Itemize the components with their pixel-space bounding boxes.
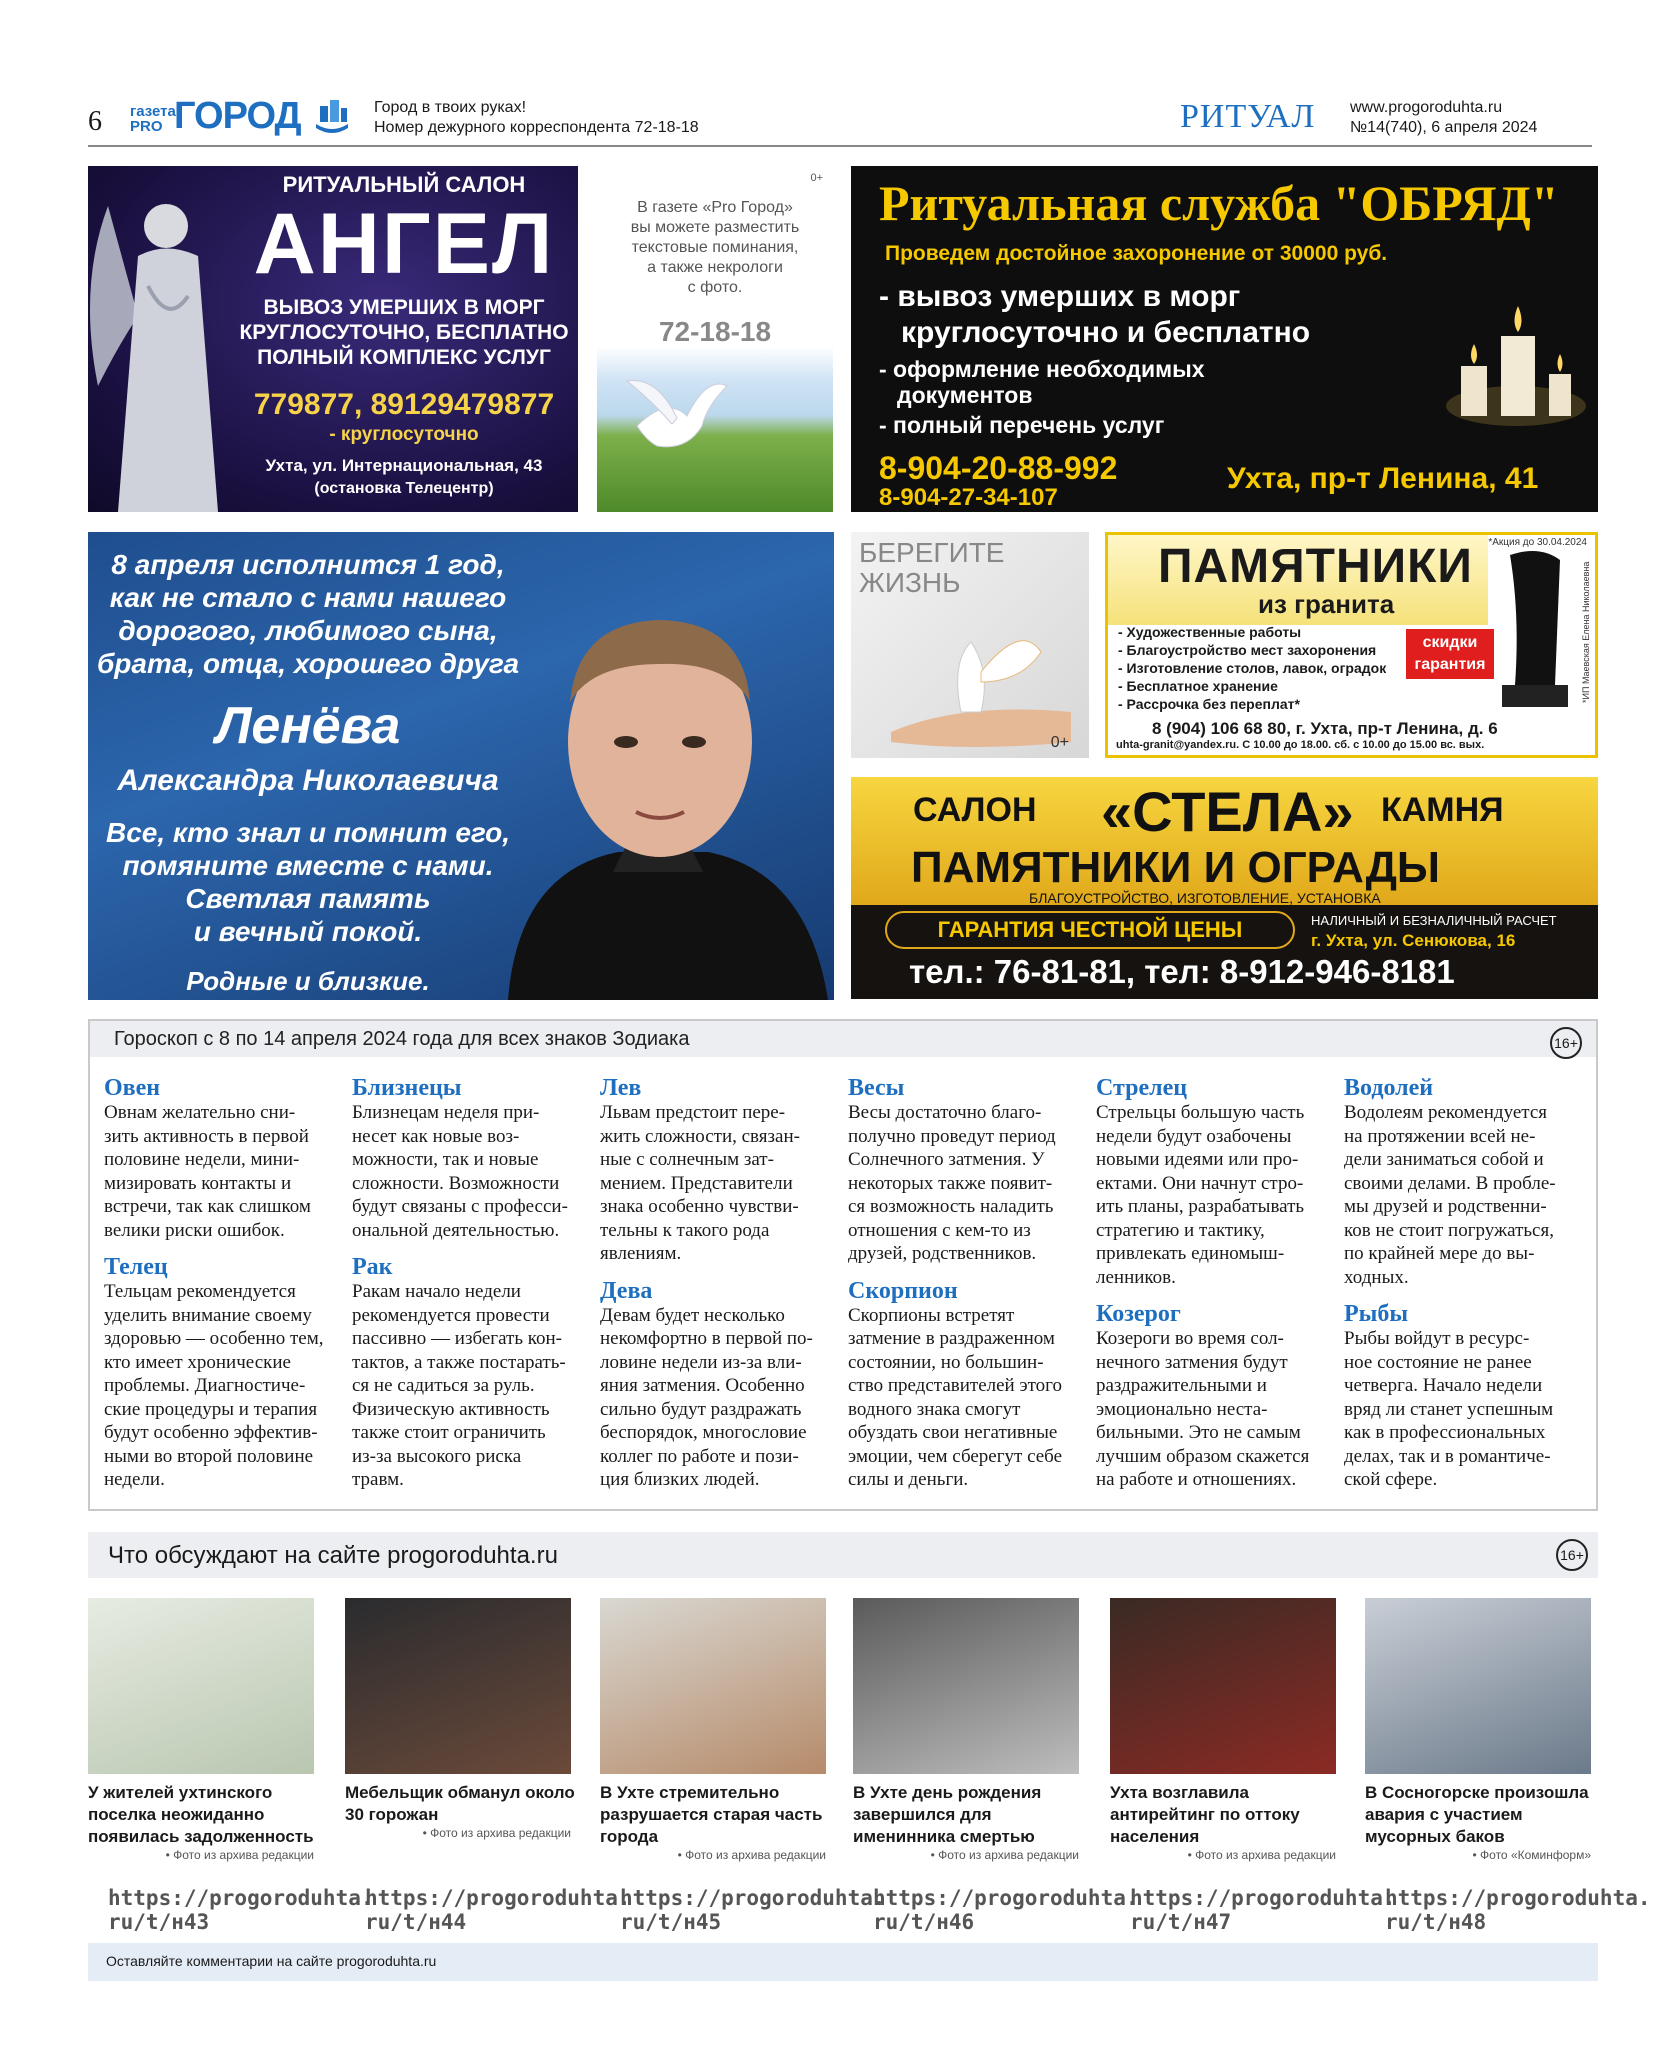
news-photo[interactable]: [88, 1598, 314, 1774]
discussed-title: Что обсуждают на сайте progoroduhta.ru: [108, 1542, 558, 1569]
news-link[interactable]: [620, 1886, 886, 1934]
news-headline[interactable]: Мебельщик обманул около 30 горожан: [345, 1783, 575, 1824]
granite-services: [1118, 623, 1386, 713]
memorial-line-5: Все, кто знал и помнит его,: [105, 817, 511, 848]
photo-credit: • Фото из архива редакции: [677, 1848, 826, 1862]
obryad-title: Ритуальная служба "ОБРЯД": [879, 175, 1559, 231]
zodiac-sign-text: Весы достаточно благо- получно проведут период Солнечного затмения. У некоторых также появит- ся возможность наладить отношения с кем-то из друзей, родственников.: [848, 1102, 1056, 1264]
ad-angel[interactable]: [88, 166, 578, 512]
dove-icon: [617, 356, 737, 476]
memorial-line-4: брата, отца, хорошего друга: [96, 648, 520, 679]
memorial-surname: Ленёва: [215, 697, 401, 755]
news-link-part-2: ru/t/н45: [620, 1910, 722, 1934]
news-link-part-2: ru/t/н43: [108, 1910, 210, 1934]
footer-text[interactable]: Оставляйте комментарии на сайте progoroduhta.ru: [106, 1953, 437, 1969]
zodiac-sign-name: Козерог: [1096, 1301, 1181, 1327]
angel-phones[interactable]: 779877, 89129479877: [253, 388, 555, 421]
life-text: [859, 538, 1004, 598]
section-title: РИТУАЛ: [1180, 98, 1316, 135]
granite-badge: [1406, 629, 1494, 679]
stela-headline: ПАМЯТНИКИ И ОГРАДЫ: [911, 843, 1440, 892]
tagline-phone: Номер дежурного корреспондента 72-18-18: [374, 119, 699, 136]
stela-guarantee: ГАРАНТИЯ ЧЕСТНОЙ ЦЕНЫ: [885, 911, 1295, 949]
zodiac-sign-name: Рак: [352, 1254, 393, 1280]
ad-notice[interactable]: [597, 166, 833, 512]
photo-credit: • Фото «Коминформ»: [1472, 1848, 1591, 1862]
memorial-line-1: 8 апреля исполнится 1 год,: [111, 549, 505, 580]
footer-bar: [88, 1943, 1598, 1981]
news-headline[interactable]: В Ухте день рождения завершился для именинника смертью: [853, 1783, 1042, 1846]
notice-line-1: В газете «Pro Город»: [637, 199, 793, 216]
memorial-line-3: дорогого, любимого сына,: [118, 615, 498, 646]
tagline-slogan: Город в твоих руках!: [374, 99, 527, 116]
granite-title: ПАМЯТНИКИ: [1158, 540, 1473, 593]
angel-stop: (остановка Телецентр): [314, 480, 494, 497]
obryad-item-3: - полный перечень услуг: [879, 412, 1165, 438]
stela-payment: НАЛИЧНЫЙ И БЕЗНАЛИЧНЫЙ РАСЧЕТ: [1311, 913, 1557, 928]
zodiac-sign-name: Скорпион: [848, 1277, 958, 1304]
news-link-part-1: https://progoroduhta.: [1385, 1886, 1651, 1910]
granite-email[interactable]: uhta-granit@yandex.ru. С 10.00 до 18.00. сб. с 10.00 до 15.00 вс. вых.: [1116, 739, 1485, 751]
horoscope-column: [352, 1075, 584, 1492]
obryad-item-1a: - вывоз умерших в морг: [879, 280, 1241, 313]
memorial-line-6: помяните вместе с нами.: [122, 850, 494, 881]
news-card[interactable]: [345, 1598, 631, 1938]
logo-small-text: газета PRO: [130, 103, 176, 135]
news-link[interactable]: [365, 1886, 631, 1934]
monument-image: [1500, 545, 1570, 715]
granite-contact[interactable]: 8 (904) 106 68 80, г. Ухта, пр-т Ленина, д. 6: [1152, 719, 1498, 738]
news-headline[interactable]: В Сосногорске произошла авария с участием мусорных баков: [1365, 1783, 1589, 1846]
news-link-part-1: https://progoroduhta.: [873, 1886, 1139, 1910]
angel-salon-label: РИТУАЛЬНЫЙ САЛОН: [282, 172, 526, 197]
header-divider: [88, 145, 1592, 147]
memorial-line-7: Светлая память: [185, 883, 431, 914]
news-link-part-2: ru/t/н48: [1385, 1910, 1487, 1934]
notice-text: [609, 198, 821, 298]
memorial-intro: [88, 548, 528, 680]
obryad-item-2b: документов: [897, 382, 1033, 408]
news-link-part-1: https://progoroduhta.: [365, 1886, 631, 1910]
zodiac-sign-text: Близнецам неделя при- несет как новые воз- можности, так и новые сложности. Возможности будут связаны с професси- ональной деятельностью.: [352, 1102, 568, 1241]
ad-granite[interactable]: [1105, 532, 1598, 758]
ad-obryad[interactable]: [851, 166, 1598, 512]
ad-save-life[interactable]: [851, 532, 1089, 758]
news-photo[interactable]: [600, 1598, 826, 1774]
memorial-signature: Родные и близкие.: [186, 966, 430, 996]
zodiac-sign-name: Водолей: [1344, 1075, 1434, 1101]
life-line-2: ЖИЗНЬ: [859, 567, 961, 598]
obryad-phone-1[interactable]: 8-904-20-88-992: [879, 450, 1118, 486]
news-card[interactable]: [600, 1598, 886, 1938]
granite-badge-line-2: гарантия: [1414, 656, 1486, 673]
news-link[interactable]: [873, 1886, 1139, 1934]
obryad-subtitle: Проведем достойное захоронение от 30000 руб.: [885, 242, 1388, 265]
site-link[interactable]: www.progoroduhta.ru: [1350, 99, 1503, 116]
notice-age: 0+: [810, 172, 823, 184]
notice-line-2: вы можете разместить: [630, 219, 800, 236]
memorial-line-2: как не стало с нами нашего: [109, 582, 507, 613]
zodiac-sign-text: Козероги во время сол- нечного затмения будут раздражительными и эмоционально неста- бильными. Это не самым лучшим образом скажется на работе и отношениях.: [1096, 1328, 1310, 1490]
photo-credit: • Фото из архива редакции: [930, 1848, 1079, 1862]
zodiac-sign-text: Львам предстоит пере- жить сложности, связан- ные с солнечным зат- мением. Представители знака особенно чувстви- тельны к такого рода явлениям.: [600, 1102, 800, 1264]
news-photo[interactable]: [1365, 1598, 1591, 1774]
horoscope-column: [1096, 1075, 1328, 1492]
stela-stone: КАМНЯ: [1381, 791, 1504, 829]
zodiac-sign-text: Овнам желательно сни- зить активность в первой половине недели, мини- мизировать контакты и встречи, так как слишком велики риски ошибок.: [104, 1102, 311, 1241]
horoscope-age-badge: 16+: [1550, 1027, 1582, 1059]
news-link[interactable]: [1130, 1886, 1396, 1934]
hand-butterfly-image: [881, 602, 1081, 752]
zodiac-sign-name: Телец: [104, 1254, 168, 1280]
news-card[interactable]: [1110, 1598, 1396, 1938]
horoscope-column: [600, 1075, 832, 1492]
zodiac-sign-text: Рыбы войдут в ресурс- ное состояние не ранее четверга. Начало недели вряд ли станет успешным как в профессиональных делах, так и в романтиче- ской сфере.: [1344, 1328, 1554, 1490]
stela-address: г. Ухта, ул. Сенюкова, 16: [1311, 931, 1516, 950]
news-card[interactable]: [853, 1598, 1139, 1938]
angel-hours: - круглосуточно: [329, 424, 479, 445]
granite-service-item: - Бесплатное хранение: [1118, 678, 1278, 694]
news-photo[interactable]: [1110, 1598, 1336, 1774]
header-site-info: [1350, 98, 1537, 138]
news-photo[interactable]: [345, 1598, 571, 1774]
photo-credit: • Фото из архива редакции: [1187, 1848, 1336, 1862]
horoscope-title: Гороскоп с 8 по 14 апреля 2024 года для всех знаков Зодиака: [114, 1028, 690, 1050]
discussed-header: [88, 1532, 1598, 1578]
news-photo[interactable]: [853, 1598, 1079, 1774]
zodiac-sign-text: Ракам начало недели рекомендуется провести пассивно — избегать кон- тактов, а также постарать- ся не садиться за руль. Физическую активность также стоит ограничить из-за высокого риска травм.: [352, 1281, 566, 1490]
photo-credit: • Фото из архива редакции: [165, 1848, 314, 1862]
obryad-item-2a: - оформление необходимых: [879, 356, 1205, 382]
stela-phones[interactable]: тел.: 76-81-81, тел: 8-912-946-8181: [909, 953, 1455, 990]
granite-badge-line-1: скидки: [1422, 634, 1478, 651]
granite-service-item: - Художественные работы: [1118, 624, 1302, 640]
news-link-part-1: https://progoroduhta.: [620, 1886, 886, 1910]
notice-line-3: текстовые поминания,: [631, 239, 799, 256]
stela-name: «СТЕЛА»: [1101, 780, 1354, 843]
news-card[interactable]: [88, 1598, 374, 1938]
zodiac-sign-name: Близнецы: [352, 1075, 462, 1101]
granite-service-item: - Рассрочка без переплат*: [1118, 696, 1300, 712]
granite-legal: *ИП Маевская Елена Николаевна: [1581, 561, 1591, 703]
zodiac-sign-name: Рыбы: [1344, 1301, 1409, 1327]
granite-promo: *Акция до 30.04.2024: [1488, 537, 1587, 548]
zodiac-sign-name: Лев: [600, 1075, 642, 1101]
news-link-part-2: ru/t/н46: [873, 1910, 975, 1934]
granite-service-item: - Изготовление столов, лавок, оградок: [1118, 660, 1387, 676]
angel-service-2: КРУГЛОСУТОЧНО, БЕСПЛАТНО: [239, 321, 569, 344]
stela-salon: САЛОН: [913, 791, 1037, 829]
horoscope-column: [1344, 1075, 1576, 1492]
obryad-phone-2[interactable]: 8-904-27-34-107: [879, 484, 1058, 511]
zodiac-sign-text: Тельцам рекомендуется уделить внимание своему здоровью — особенно тем, кто имеет хронические проблемы. Диагностиче- ские процедуры и терапия будут особенно эффектив- ными во второй половине недели.: [104, 1281, 324, 1490]
ad-stela[interactable]: [851, 777, 1598, 999]
news-headline[interactable]: Ухта возглавила антирейтинг по оттоку населения: [1110, 1783, 1300, 1846]
news-headline[interactable]: У жителей ухтинского поселка неожиданно появилась задолженность: [88, 1783, 314, 1846]
angel-name: АНГЕЛ: [253, 196, 555, 292]
news-link-part-2: ru/t/н47: [1130, 1910, 1232, 1934]
zodiac-sign-name: Овен: [104, 1075, 161, 1101]
issue-info: №14(740), 6 апреля 2024: [1350, 119, 1538, 136]
memorial-outro: [88, 816, 528, 948]
angel-address: Ухта, ул. Интернациональная, 43: [265, 456, 543, 475]
news-link[interactable]: [108, 1886, 374, 1934]
memorial-line-8: и вечный покой.: [193, 916, 423, 947]
logo-big-text: ГОРОД: [174, 95, 301, 137]
news-link-part-1: https://progoroduhta.: [108, 1886, 374, 1910]
news-headline[interactable]: В Ухте стремительно разрушается старая часть города: [600, 1783, 823, 1846]
discussed-age-badge: 16+: [1556, 1539, 1588, 1571]
newspaper-logo[interactable]: [130, 95, 301, 137]
granite-subtitle: из гранита: [1258, 589, 1395, 619]
zodiac-sign-text: Водолеям рекомендуется на протяжении всей не- дели заниматься собой и своими делами. В пробле- мы друзей и родственни- ков не стоит погружаться, по крайней мере до вы- ходных.: [1344, 1102, 1556, 1288]
stela-services: БЛАГОУСТРОЙСТВО, ИЗГОТОВЛЕНИЕ, УСТАНОВКА: [1029, 890, 1381, 906]
news-card[interactable]: [1365, 1598, 1651, 1938]
notice-line-4: а также некрологи: [647, 259, 783, 276]
horoscope-section: [88, 1019, 1598, 1511]
zodiac-sign-text: Стрельцы большую часть недели будут озабочены новыми идеями или про- ектами. Они начнут стро- ить планы, разрабатывать стратегию и тактику, привлекать единомыш- ленников.: [1096, 1102, 1305, 1288]
zodiac-sign-name: Стрелец: [1096, 1075, 1188, 1101]
notice-line-5: с фото.: [687, 279, 743, 296]
candles-image: [1441, 286, 1591, 446]
angel-service-1: ВЫВОЗ УМЕРШИХ В МОРГ: [263, 296, 545, 319]
header-tagline: [374, 98, 699, 138]
page-number: 6: [88, 106, 102, 137]
zodiac-sign-text: Скорпионы встретят затмение в раздраженном состоянии, но большин- ство представителей этого водного знака смогут обуздать свои негативные эмоции, чем сберегут себе силы и деньги.: [848, 1304, 1063, 1490]
news-link-part-1: https://progoroduhta.: [1130, 1886, 1396, 1910]
news-link[interactable]: [1385, 1886, 1651, 1934]
obryad-item-1b: круглосуточно и бесплатно: [901, 316, 1311, 349]
notice-phone[interactable]: 72-18-18: [658, 316, 772, 347]
granite-service-item: - Благоустройство мест захоронения: [1118, 642, 1377, 658]
zodiac-sign-name: Дева: [600, 1277, 653, 1304]
portrait-photo: [488, 572, 834, 1000]
memorial-block: [88, 532, 834, 1000]
photo-credit: • Фото из архива редакции: [422, 1826, 571, 1840]
obryad-address: Ухта, пр-т Ленина, 41: [1227, 462, 1539, 495]
angel-service-3: ПОЛНЫЙ КОМПЛЕКС УСЛУГ: [257, 346, 551, 369]
news-link-part-2: ru/t/н44: [365, 1910, 467, 1934]
horoscope-column: [104, 1075, 336, 1492]
horoscope-column: [848, 1075, 1080, 1492]
city-hand-icon: [312, 96, 352, 136]
life-line-1: БЕРЕГИТЕ: [859, 537, 1005, 568]
life-age: 0+: [1050, 734, 1069, 751]
zodiac-sign-text: Девам будет несколько некомфортно в первой по- ловине недели из-за вли- яния затмения. Особенно сильно будут раздражать беспорядок, многословие коллег по работе и пози- ция близких людей.: [600, 1304, 813, 1490]
zodiac-sign-name: Весы: [848, 1075, 905, 1101]
memorial-name: Александра Николаевича: [117, 764, 499, 797]
